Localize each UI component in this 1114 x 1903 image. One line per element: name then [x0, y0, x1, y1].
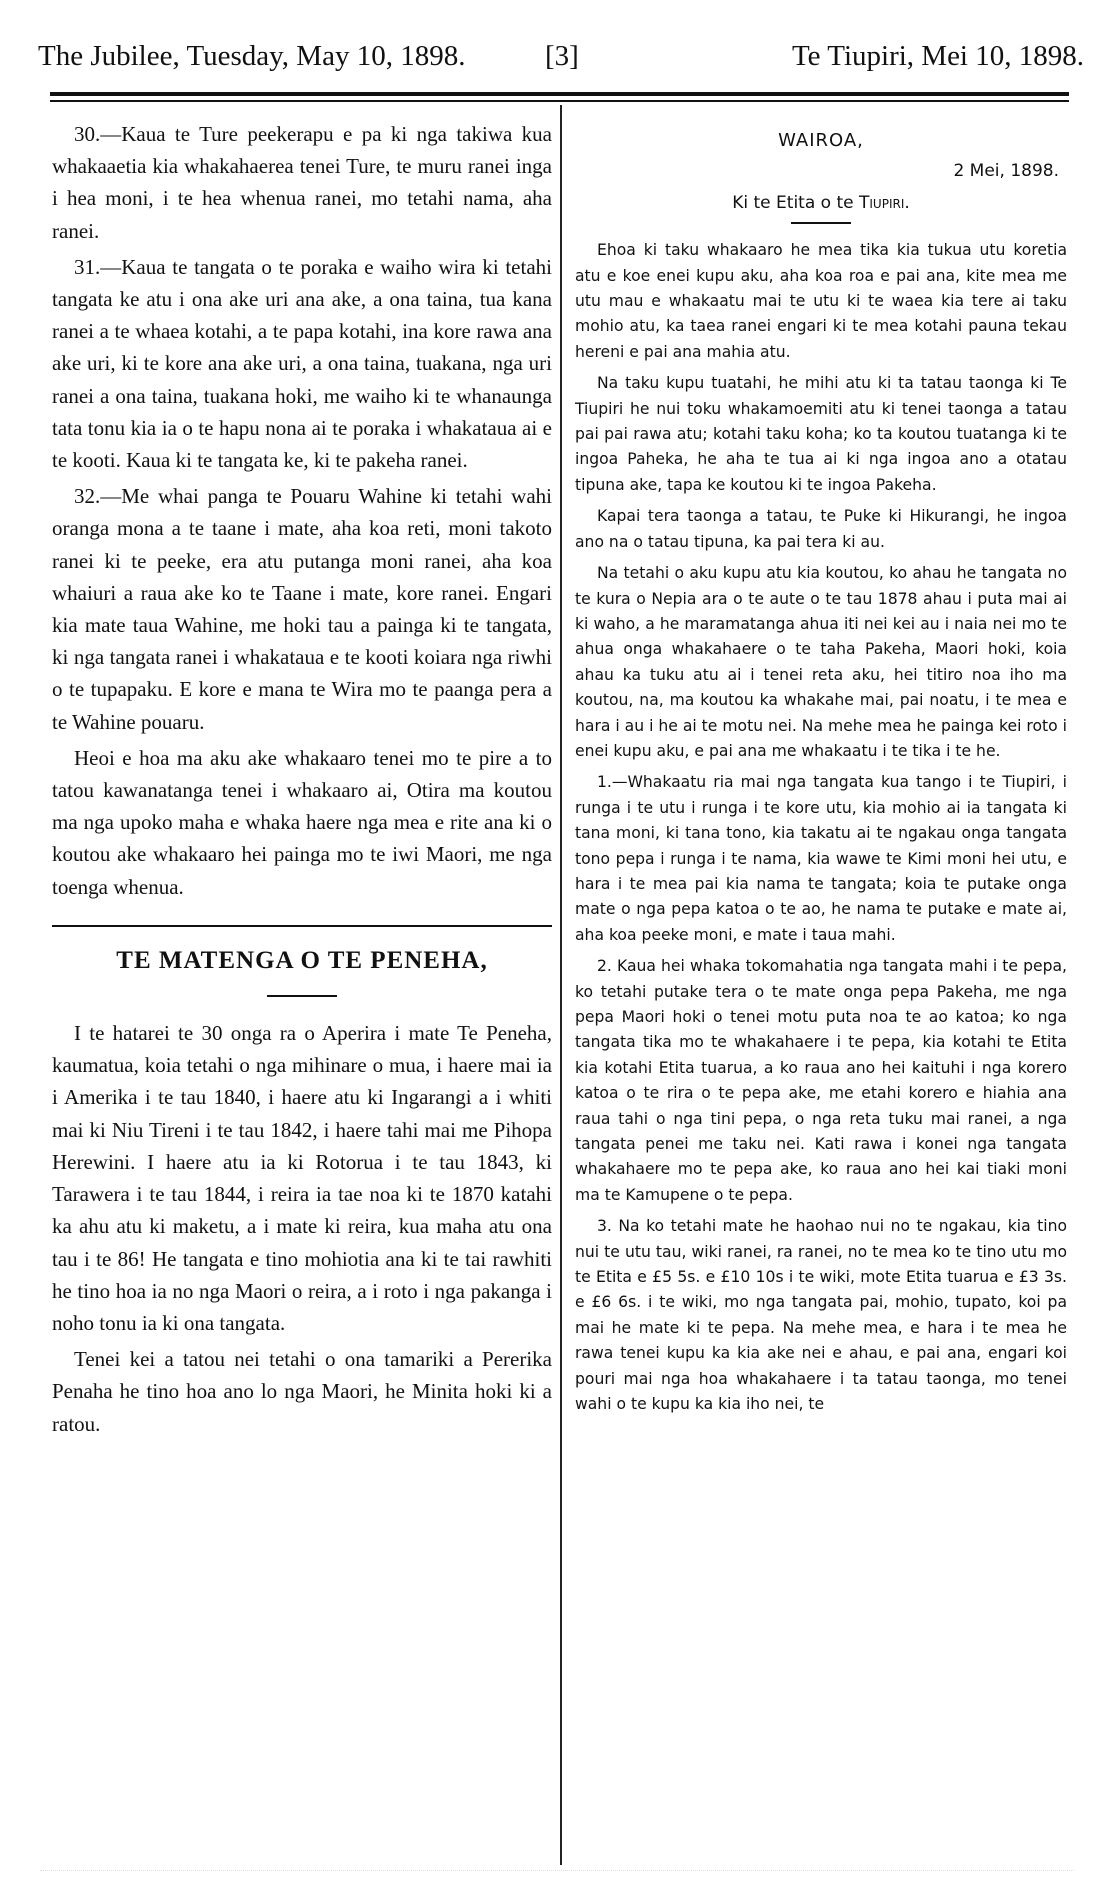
section-title: TE MATENGA O TE PENEHA, [116, 946, 488, 974]
header-right-title: Te Tiupiri, Mei 10, 1898. [791, 40, 1084, 72]
header-left-title: The Jubilee, Tuesday, May 10, 1898. [38, 40, 466, 72]
paragraph-31: 31.—Kaua te tangata o te poraka e waiho wira ki tetahi tangata ke atu i ona ake uri ana ake, a ona taina, tua kana ranei a te whaea kotahi, a te papa kotahi, ina kore rawa ana ake uri, ki te kore ana ake uri, a ona taina, tuakana, nga uri ranei a ona taina, tuakana hoki, me waiho ki te whanaunga tata tonu kia ia o te hapu nona ai te poraka i whakataua ai e te kooti. Kaua ki te tangata ke, ki te pakeha ranei. [52, 254, 552, 473]
section-paragraph: Tenei kei a tatou nei tetahi o ona tamariki a Pererika Penaha he tino hoa ano lo nga Maori, he Minita hoki ki a ratou. [52, 1347, 552, 1436]
letter-addressee [575, 191, 1067, 216]
column-divider [560, 105, 562, 1865]
section-rule [52, 925, 552, 927]
footer-scan-noise [40, 1870, 1074, 1883]
letter-short-rule [791, 222, 851, 224]
letter-paragraph: Kapai tera taonga a tatau, te Puke ki Hikurangi, he ingoa ano na o tatau tipuna, ka pai tera ki au. [575, 507, 1067, 551]
letter-date: 2 Mei, 1898. [953, 161, 1059, 182]
letter-paragraph: 3. Na ko tetahi mate he haohao nui no te ngakau, kia tino nui te utu tau, wiki ranei, ra ranei, no te mea ko te tino utu mo te Etita e £5 5s. e £10 10s i te wiki, mote Etita tuarua e £3 3s. e £6 6s. i te wiki, mo nga tangata pai, mohio, tupato, koi pa mai he mate ki te pepa. Na mehe mea, e hara i te mea he rawa tenei kupu ka kia ake nei e ahau, e pai ana, engari koi pouri mai nga hoa whakahaere i ta tatau taonga, mo tenei wahi o te kupu ka kia iho nei, te [575, 1217, 1067, 1414]
left-column [52, 118, 552, 1444]
page-number: [3] [545, 40, 579, 72]
addressee-prefix: Ki te Etita o te [732, 192, 854, 213]
header-rule-thin [50, 100, 1069, 102]
section-short-rule [267, 995, 337, 997]
addressee-name: Tiupiri. [859, 192, 910, 213]
section-paragraph: I te hatarei te 30 onga ra o Aperira i mate Te Peneha, kaumatua, koia tetahi o nga mihinare o mua, i haere mai ia i Amerika i te tau 1840, i haere atu ki Ingarangi a i whiti mai ki Niu Tireni i te tau 1842, i haere tahi mai me Pihopa Herewini. I haere atu ia ki Rotorua i te tau 1843, ki Tarawera i te tau 1844, i reira ia tae noa ki te 1870 katahi ka ahu atu ki maketu, a i mate ki reira, kua maha atu ona tau i te 86! He tangata e tino mohiotia ana ki te tai rawhiti he tino hoa ia no nga Maori o reira, a i roto i nga pakanga i noho tonu ia ki ona tangata. [52, 1021, 552, 1335]
letter-paragraph: 2. Kaua hei whaka tokomahatia nga tangata mahi i te pepa, ko tetahi putake tera o te mate onga pepa Pakeha, me nga pepa Maori hoki o tenei motu puta noa te ao katoa; ko nga tangata tika mo te whakahaere i te pepa, kia kotahi te Etita kia kotahi Etita tuarua, a ko raua ano hei kaituhi i nga korero katoa o te rira o te pepa ake, me etahi korero e hiahia ana raua tahi o nga tini pepa, o nga reta tuku mai ranei, a nga tangata penei me taku nei. Kati rawa i konei nga tangata whakahaere mo te pepa ake, ko raua ano hei kai tiaki moni ma te Kamupene o te pepa. [575, 957, 1067, 1204]
header-rule [50, 92, 1069, 96]
letter-paragraph: 1.—Whakaatu ria mai nga tangata kua tango i te Tiupiri, i runga i te utu i runga i te kore utu, kia mohio ai ia tangata ki tana moni, ki tana tono, kia takatu ai te ngakau onga tangata tono pepa i runga i te nama, kia wawe te Kimi moni hei utu, e hara i te mea pai kia nama te tangata; koia te putake onga mate o nga pepa katoa o te ao, he nama te putake e mate ai, aha koa peeke moni, e mate i taua mahi. [575, 773, 1067, 944]
paragraph-32: 32.—Me whai panga te Pouaru Wahine ki tetahi wahi oranga mona a te taane i mate, aha koa reti, moni takoto ranei ki te peeke, era atu putanga moni ranei, aha koa whaiuri a raua ake ko te Taane i mate, kore ranei. Engari kia mate taua Wahine, me hoki tau a painga ki te tangata, ki nga tangata ranei i whakataua e te kooti koiara nga riwhi o te tupapaku. E kore e mana te Wira mo te paanga pera a te Wahine pouaru. [52, 484, 552, 734]
paragraph-30: 30.—Kaua te Ture peekerapu e pa ki nga takiwa kua whakaaetia kia whakahaerea tenei Ture, te muru ranei inga i hea moni, i te hea whenua ranei, mo tetahi nama, aha ranei. [52, 122, 552, 243]
letter-location: WAIROA, [778, 130, 864, 151]
letter-paragraph: Na taku kupu tuatahi, he mihi atu ki ta tatau taonga ki Te Tiupiri he nui toku whakamoemiti atu ki tenei taonga a tatau pai pai rawa atu; kotahi taku koha; ko ta koutou tuatanga ki te ingoa Paheka, he aha te tua ai ki nga ingoa ano a otatau tipuna ake, tapa ke koutou ki te ingoa Pakeha. [575, 374, 1067, 494]
letter-paragraph: Ehoa ki taku whakaaro he mea tika kia tukua utu koretia atu e koe enei kupu aku, aha koa roa e pai ana, kite mea me utu mau e whakaatu mai te utu ki te waea kia tere ai taku mohio atu, ka taea ranei engari ki te mea kotahi pauna tekau hereni e pai ana mahia atu. [575, 241, 1067, 361]
letter-paragraph: Na tetahi o aku kupu atu kia koutou, ko ahau he tangata no te kura o Nepia ara o te aute o te tau 1878 ahau i puta mai ai ki waho, a he maramatanga ahua iti nei kei au i naia nei mo te ahua onga whakahaere o te taha Pakeha, Maori hoki, koia ahau ka tuku atu ai i tenei reta aku, hei titiro noa iho ma koutou, na, ma koutou ka whakahe mai, pai noatu, i te mea e hara i au i he ai te motu nei. Na mehe mea he painga kei roto i enei kupu aku, e pai ana me whakaatu i te tika i te he. [575, 564, 1067, 760]
right-column [575, 128, 1067, 1424]
page-header [30, 40, 1084, 80]
paragraph-closing: Heoi e hoa ma aku ake whakaaro tenei mo te pire a to tatou kawanatanga tenei i whakaaro ai, Otira ma koutou ma nga upoko maha e whaka haere nga mea e rite ana ki o koutou ake whakaaro hei painga mo te iwi Maori, me nga toenga whenua. [52, 745, 552, 899]
